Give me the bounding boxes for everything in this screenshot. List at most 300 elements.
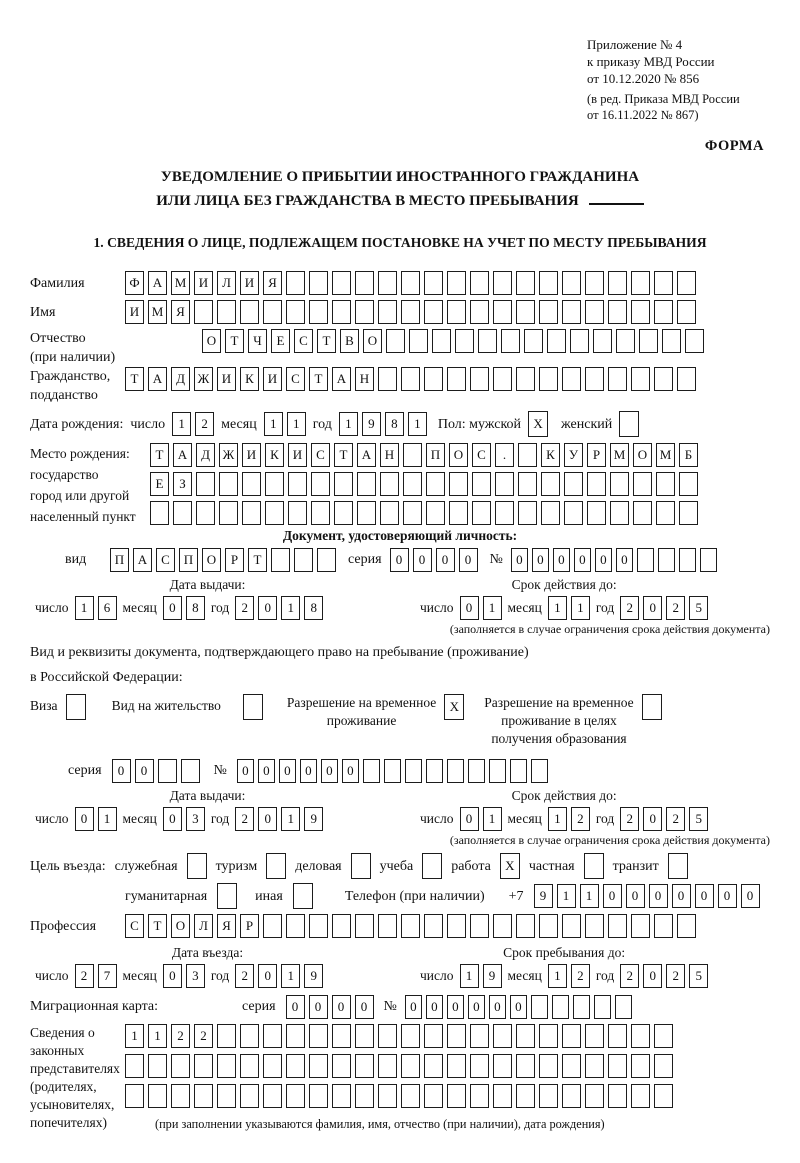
surname-field[interactable] (125, 271, 696, 295)
cell[interactable] (286, 1054, 305, 1078)
cell[interactable] (495, 472, 514, 496)
cell[interactable] (493, 300, 512, 324)
cell[interactable] (493, 914, 512, 938)
cell[interactable]: 0 (286, 995, 305, 1019)
iddoc-expiry-month[interactable] (548, 596, 590, 620)
cell[interactable] (654, 914, 673, 938)
cell[interactable]: Л (194, 914, 213, 938)
cell[interactable] (501, 329, 520, 353)
residence-permit-checkbox[interactable] (243, 694, 263, 720)
entry-year[interactable] (235, 964, 323, 988)
cell[interactable] (66, 694, 86, 720)
cell[interactable]: 0 (460, 596, 479, 620)
cell[interactable]: С (286, 367, 305, 391)
cell[interactable] (422, 853, 442, 879)
cell[interactable] (531, 995, 548, 1019)
cell[interactable] (286, 914, 305, 938)
cell[interactable]: 1 (557, 884, 576, 908)
cell[interactable]: О (633, 443, 652, 467)
cell[interactable] (380, 501, 399, 525)
cell[interactable]: К (265, 443, 284, 467)
cell[interactable] (449, 472, 468, 496)
cell[interactable] (468, 759, 485, 783)
cell[interactable] (685, 329, 704, 353)
cell[interactable]: 2 (620, 964, 639, 988)
cell[interactable]: 1 (580, 884, 599, 908)
cell[interactable] (516, 1054, 535, 1078)
cell[interactable] (401, 300, 420, 324)
cell[interactable]: 1 (264, 412, 283, 436)
cell[interactable]: Ф (125, 271, 144, 295)
cell[interactable]: Я (217, 914, 236, 938)
cell[interactable] (309, 914, 328, 938)
cell[interactable] (271, 548, 290, 572)
cell[interactable] (217, 300, 236, 324)
cell[interactable] (585, 914, 604, 938)
cell[interactable] (263, 1024, 282, 1048)
cell[interactable] (654, 367, 673, 391)
cell[interactable] (426, 501, 445, 525)
cell[interactable] (384, 759, 401, 783)
female-checkbox[interactable] (619, 411, 639, 437)
cell[interactable]: 1 (281, 596, 300, 620)
cell[interactable] (633, 472, 652, 496)
purpose-transit-checkbox[interactable] (668, 853, 688, 879)
cell[interactable] (266, 853, 286, 879)
cell[interactable]: 1 (281, 964, 300, 988)
cell[interactable]: 0 (436, 548, 455, 572)
cell[interactable]: 1 (548, 596, 567, 620)
cell[interactable]: 0 (649, 884, 668, 908)
cell[interactable] (311, 501, 330, 525)
cell[interactable] (150, 501, 169, 525)
cell[interactable]: Р (240, 914, 259, 938)
cell[interactable] (125, 1054, 144, 1078)
cell[interactable] (564, 472, 583, 496)
cell[interactable]: 9 (483, 964, 502, 988)
cell[interactable] (401, 1024, 420, 1048)
cell[interactable]: А (133, 548, 152, 572)
cell[interactable] (539, 367, 558, 391)
cell[interactable] (656, 472, 675, 496)
cell[interactable] (562, 1084, 581, 1108)
cell[interactable] (447, 759, 464, 783)
cell[interactable] (539, 300, 558, 324)
cell[interactable]: Т (248, 548, 267, 572)
cell[interactable]: 0 (510, 995, 527, 1019)
cell[interactable] (403, 472, 422, 496)
cell[interactable]: М (610, 443, 629, 467)
cell[interactable] (510, 759, 527, 783)
cell[interactable]: Н (355, 367, 374, 391)
cell[interactable] (631, 1054, 650, 1078)
cell[interactable] (562, 367, 581, 391)
cell[interactable] (493, 1084, 512, 1108)
cell[interactable] (263, 300, 282, 324)
cell[interactable] (355, 300, 374, 324)
cell[interactable]: 0 (332, 995, 351, 1019)
cell[interactable] (585, 300, 604, 324)
cell[interactable] (242, 501, 261, 525)
cell[interactable]: 0 (741, 884, 760, 908)
cell[interactable] (658, 548, 675, 572)
cell[interactable] (562, 271, 581, 295)
cell[interactable] (148, 1084, 167, 1108)
cell[interactable]: Т (309, 367, 328, 391)
cell[interactable] (403, 501, 422, 525)
cell[interactable]: 0 (75, 807, 94, 831)
cell[interactable] (424, 300, 443, 324)
cell[interactable] (608, 914, 627, 938)
cell[interactable]: А (332, 367, 351, 391)
cell[interactable]: Я (171, 300, 190, 324)
cell[interactable] (240, 1024, 259, 1048)
cell[interactable] (493, 271, 512, 295)
male-checkbox[interactable] (528, 411, 548, 437)
cell[interactable] (378, 367, 397, 391)
cell[interactable] (449, 501, 468, 525)
cell[interactable]: П (110, 548, 129, 572)
cell[interactable] (217, 1054, 236, 1078)
cell[interactable]: 0 (643, 964, 662, 988)
permit-series-field[interactable] (112, 759, 200, 783)
cell[interactable] (447, 1084, 466, 1108)
cell[interactable]: 2 (666, 596, 685, 620)
visa-checkbox[interactable] (66, 694, 86, 720)
cell[interactable] (355, 914, 374, 938)
citizenship-field[interactable] (125, 367, 696, 391)
entry-day[interactable] (75, 964, 117, 988)
cell[interactable] (608, 1024, 627, 1048)
cell[interactable] (541, 472, 560, 496)
cell[interactable]: 0 (616, 548, 633, 572)
birth-year-field[interactable] (339, 412, 427, 436)
cell[interactable] (700, 548, 717, 572)
cell[interactable]: 0 (468, 995, 485, 1019)
cell[interactable] (332, 300, 351, 324)
cell[interactable] (309, 1024, 328, 1048)
cell[interactable] (654, 300, 673, 324)
cell[interactable]: А (148, 271, 167, 295)
cell[interactable]: 3 (186, 807, 205, 831)
cell[interactable] (401, 1084, 420, 1108)
cell[interactable] (493, 1054, 512, 1078)
cell[interactable] (286, 1024, 305, 1048)
birthplace-line3[interactable] (150, 501, 698, 525)
cell[interactable]: 2 (666, 807, 685, 831)
cell[interactable] (426, 759, 443, 783)
cell[interactable]: . (495, 443, 514, 467)
cell[interactable]: 2 (75, 964, 94, 988)
cell[interactable] (409, 329, 428, 353)
cell[interactable]: 2 (620, 596, 639, 620)
cell[interactable]: 0 (447, 995, 464, 1019)
cell[interactable]: 2 (620, 807, 639, 831)
cell[interactable] (447, 914, 466, 938)
cell[interactable]: 1 (148, 1024, 167, 1048)
cell[interactable] (332, 1084, 351, 1108)
cell[interactable] (585, 367, 604, 391)
cell[interactable]: Т (150, 443, 169, 467)
cell[interactable] (516, 271, 535, 295)
iddoc-expiry-year[interactable] (620, 596, 708, 620)
migration-series-field[interactable] (286, 995, 374, 1019)
cell[interactable] (171, 1054, 190, 1078)
cell[interactable] (332, 1054, 351, 1078)
cell[interactable]: Т (148, 914, 167, 938)
cell[interactable]: 2 (235, 596, 254, 620)
cell[interactable] (309, 1054, 328, 1078)
cell[interactable] (217, 883, 237, 909)
cell[interactable]: О (363, 329, 382, 353)
cell[interactable]: 0 (321, 759, 338, 783)
cell[interactable] (518, 472, 537, 496)
cell[interactable] (401, 367, 420, 391)
cell[interactable] (654, 271, 673, 295)
cell[interactable]: Р (225, 548, 244, 572)
birth-month-field[interactable] (264, 412, 306, 436)
cell[interactable]: 0 (258, 596, 277, 620)
cell[interactable]: 2 (235, 964, 254, 988)
cell[interactable]: 0 (163, 807, 182, 831)
cell[interactable]: 7 (98, 964, 117, 988)
cell[interactable]: 0 (643, 596, 662, 620)
cell[interactable] (424, 1084, 443, 1108)
cell[interactable] (355, 1054, 374, 1078)
cell[interactable]: 0 (279, 759, 296, 783)
cell[interactable]: Л (217, 271, 236, 295)
migration-number-field[interactable] (405, 995, 632, 1019)
cell[interactable] (401, 914, 420, 938)
cell[interactable]: 0 (695, 884, 714, 908)
phone-field[interactable] (534, 884, 760, 908)
cell[interactable]: И (194, 271, 213, 295)
cell[interactable] (196, 501, 215, 525)
cell[interactable] (615, 995, 632, 1019)
cell[interactable] (631, 1024, 650, 1048)
patronymic-field[interactable] (202, 329, 704, 353)
cell[interactable]: С (156, 548, 175, 572)
cell[interactable] (334, 501, 353, 525)
cell[interactable]: 9 (304, 807, 323, 831)
cell[interactable] (293, 883, 313, 909)
cell[interactable]: 1 (460, 964, 479, 988)
cell[interactable]: У (564, 443, 583, 467)
cell[interactable] (562, 1024, 581, 1048)
cell[interactable]: 0 (553, 548, 570, 572)
entry-month[interactable] (163, 964, 205, 988)
stay-year[interactable] (620, 964, 708, 988)
legal-reps-line2[interactable] (125, 1054, 673, 1078)
cell[interactable] (378, 1084, 397, 1108)
cell[interactable] (424, 271, 443, 295)
cell[interactable] (637, 548, 654, 572)
cell[interactable]: И (288, 443, 307, 467)
legal-reps-line3[interactable] (125, 1084, 673, 1108)
cell[interactable] (311, 472, 330, 496)
iddoc-series-field[interactable] (390, 548, 478, 572)
cell[interactable]: 2 (571, 807, 590, 831)
cell[interactable] (585, 1024, 604, 1048)
cell[interactable]: Б (679, 443, 698, 467)
cell[interactable] (470, 300, 489, 324)
cell[interactable] (573, 995, 590, 1019)
cell[interactable] (539, 271, 558, 295)
legal-reps-line1[interactable] (125, 1024, 673, 1048)
purpose-commercial-checkbox[interactable] (351, 853, 371, 879)
cell[interactable]: 0 (163, 964, 182, 988)
cell[interactable] (181, 759, 200, 783)
cell[interactable] (677, 271, 696, 295)
cell[interactable]: Е (271, 329, 290, 353)
cell[interactable] (608, 1084, 627, 1108)
cell[interactable] (594, 995, 611, 1019)
cell[interactable]: П (426, 443, 445, 467)
cell[interactable]: 1 (172, 412, 191, 436)
cell[interactable] (263, 914, 282, 938)
cell[interactable]: Т (334, 443, 353, 467)
cell[interactable] (447, 1054, 466, 1078)
cell[interactable] (677, 300, 696, 324)
cell[interactable] (570, 329, 589, 353)
cell[interactable] (608, 300, 627, 324)
cell[interactable] (355, 271, 374, 295)
cell[interactable]: Р (587, 443, 606, 467)
cell[interactable] (654, 1024, 673, 1048)
iddoc-type-field[interactable] (110, 548, 336, 572)
cell[interactable]: 8 (186, 596, 205, 620)
cell[interactable] (631, 914, 650, 938)
cell[interactable] (495, 501, 514, 525)
cell[interactable] (378, 300, 397, 324)
cell[interactable] (562, 300, 581, 324)
cell[interactable] (656, 501, 675, 525)
cell[interactable] (516, 1084, 535, 1108)
cell[interactable]: 0 (489, 995, 506, 1019)
permit-expiry-day[interactable] (460, 807, 502, 831)
cell[interactable]: 3 (186, 964, 205, 988)
cell[interactable] (432, 329, 451, 353)
cell[interactable]: М (171, 271, 190, 295)
cell[interactable] (219, 501, 238, 525)
cell[interactable] (447, 1024, 466, 1048)
cell[interactable] (217, 1024, 236, 1048)
cell[interactable] (608, 271, 627, 295)
cell[interactable] (286, 300, 305, 324)
cell[interactable] (619, 411, 639, 437)
cell[interactable]: 9 (534, 884, 553, 908)
cell[interactable]: С (472, 443, 491, 467)
cell[interactable]: Ж (194, 367, 213, 391)
cell[interactable] (631, 300, 650, 324)
purpose-tourism-checkbox[interactable] (266, 853, 286, 879)
profession-field[interactable] (125, 914, 696, 938)
cell[interactable] (263, 1054, 282, 1078)
cell[interactable] (378, 914, 397, 938)
cell[interactable]: 8 (385, 412, 404, 436)
purpose-private-checkbox[interactable] (584, 853, 604, 879)
cell[interactable]: В (340, 329, 359, 353)
cell[interactable]: 0 (163, 596, 182, 620)
cell[interactable]: 5 (689, 807, 708, 831)
cell[interactable] (585, 271, 604, 295)
cell[interactable] (194, 1084, 213, 1108)
cell[interactable]: 2 (194, 1024, 213, 1048)
cell[interactable]: 0 (643, 807, 662, 831)
cell[interactable] (539, 1024, 558, 1048)
cell[interactable]: Т (225, 329, 244, 353)
cell[interactable]: 0 (405, 995, 422, 1019)
cell[interactable] (662, 329, 681, 353)
cell[interactable] (363, 759, 380, 783)
cell[interactable] (378, 271, 397, 295)
cell[interactable]: 0 (426, 995, 443, 1019)
cell[interactable]: С (311, 443, 330, 467)
birthplace-line1[interactable] (150, 443, 698, 467)
cell[interactable] (593, 329, 612, 353)
cell[interactable]: Я (263, 271, 282, 295)
cell[interactable] (447, 367, 466, 391)
cell[interactable] (552, 995, 569, 1019)
cell[interactable] (173, 501, 192, 525)
cell[interactable]: 0 (237, 759, 254, 783)
cell[interactable] (286, 271, 305, 295)
cell[interactable] (194, 1054, 213, 1078)
cell[interactable]: А (148, 367, 167, 391)
cell[interactable]: 1 (281, 807, 300, 831)
cell[interactable] (401, 1054, 420, 1078)
cell[interactable]: 0 (309, 995, 328, 1019)
cell[interactable]: Е (150, 472, 169, 496)
cell[interactable] (642, 694, 662, 720)
cell[interactable]: 0 (460, 807, 479, 831)
cell[interactable]: О (202, 548, 221, 572)
cell[interactable] (455, 329, 474, 353)
cell[interactable]: 1 (408, 412, 427, 436)
cell[interactable]: Д (171, 367, 190, 391)
cell[interactable] (564, 501, 583, 525)
cell[interactable] (288, 501, 307, 525)
cell[interactable]: 1 (483, 596, 502, 620)
cell[interactable]: 0 (300, 759, 317, 783)
cell[interactable] (493, 1024, 512, 1048)
cell[interactable]: И (242, 443, 261, 467)
cell[interactable] (240, 1054, 259, 1078)
cell[interactable] (426, 472, 445, 496)
cell[interactable]: X (528, 411, 548, 437)
cell[interactable]: С (294, 329, 313, 353)
cell[interactable]: И (125, 300, 144, 324)
cell[interactable] (587, 501, 606, 525)
cell[interactable] (357, 472, 376, 496)
cell[interactable] (493, 367, 512, 391)
permit-expiry-month[interactable] (548, 807, 590, 831)
cell[interactable]: X (500, 853, 520, 879)
cell[interactable] (217, 1084, 236, 1108)
cell[interactable] (516, 914, 535, 938)
cell[interactable] (472, 501, 491, 525)
cell[interactable]: 2 (171, 1024, 190, 1048)
firstname-field[interactable] (125, 300, 696, 324)
cell[interactable] (265, 501, 284, 525)
cell[interactable]: К (541, 443, 560, 467)
cell[interactable] (478, 329, 497, 353)
iddoc-expiry-day[interactable] (460, 596, 502, 620)
cell[interactable] (633, 501, 652, 525)
cell[interactable]: А (173, 443, 192, 467)
cell[interactable] (242, 472, 261, 496)
cell[interactable] (309, 300, 328, 324)
